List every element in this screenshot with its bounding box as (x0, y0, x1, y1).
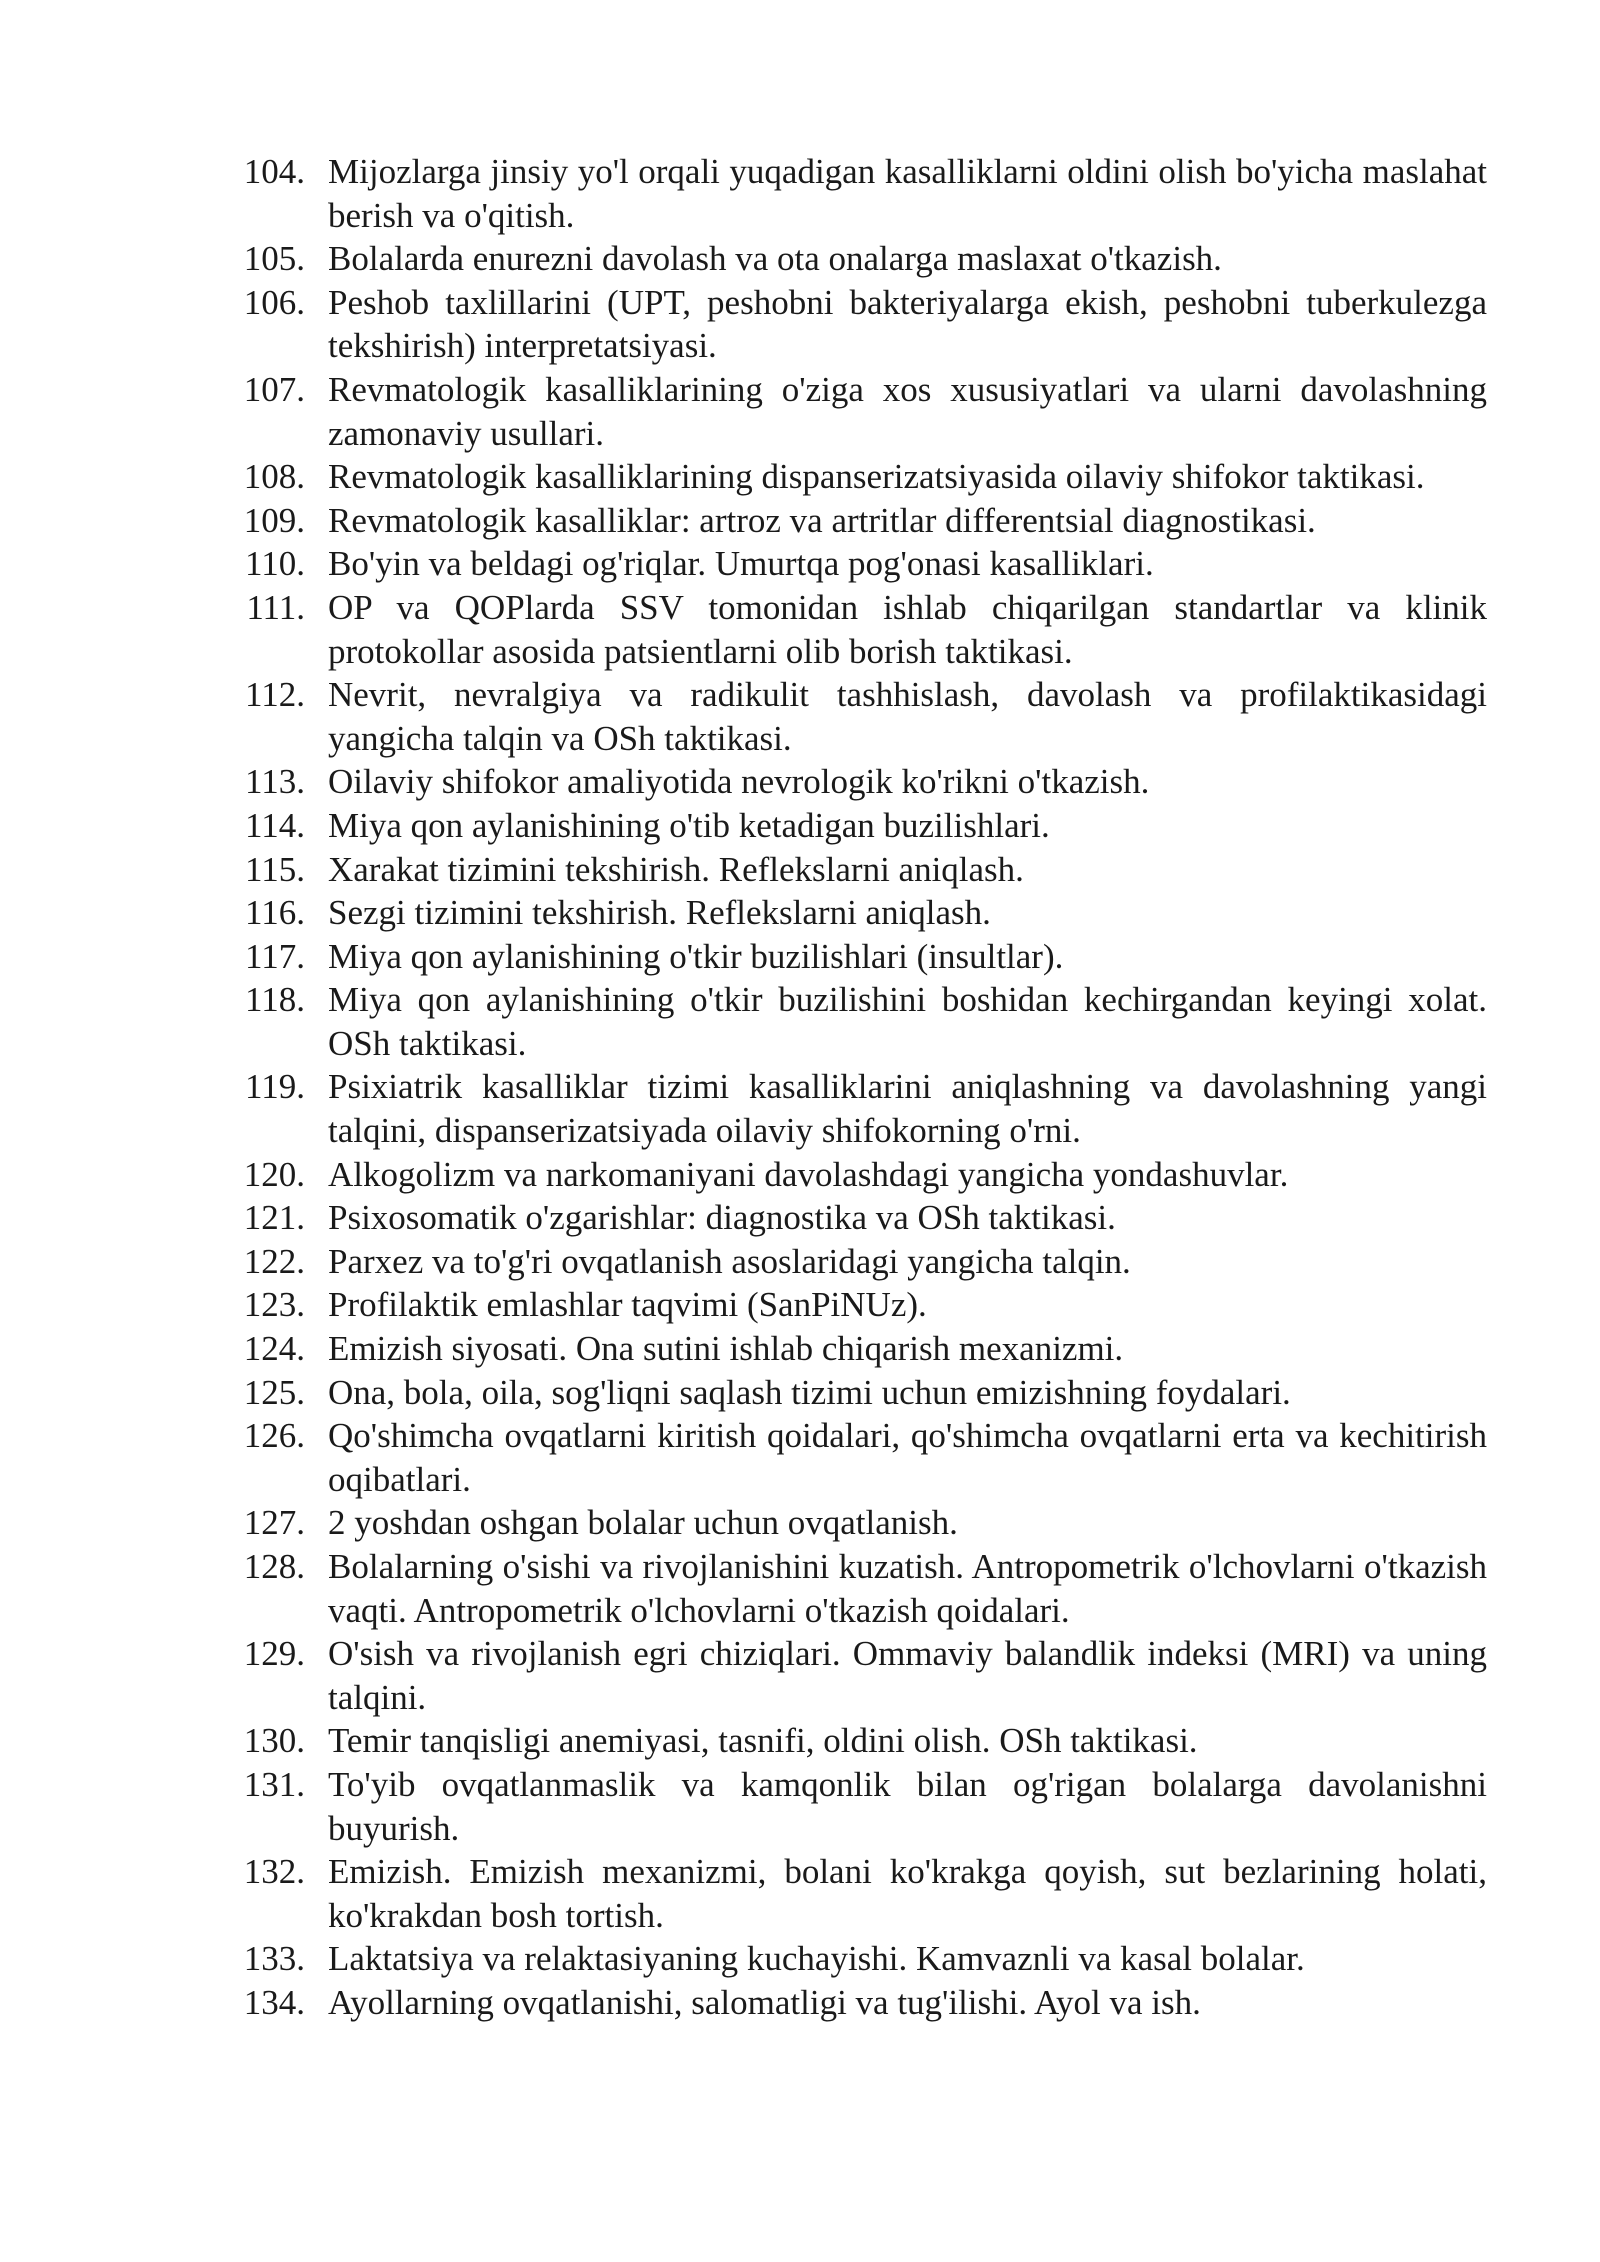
item-text: Xarakat tizimini tekshirish. Reflekslarni aniqlash. (328, 849, 1024, 889)
list-item (225, 891, 1487, 935)
numbered-question-list (225, 150, 1487, 2025)
item-text: Oilaviy shifokor amaliyotida nevrologik ko'rikni o'tkazish. (328, 762, 1150, 802)
item-text: Sezgi tizimini tekshirish. Reflekslarni aniqlash. (328, 893, 991, 933)
item-text: Peshob taxlillarini (UPT, peshobni bakteriyalarga ekish, peshobni tuberkulezga tekshirish) interpretatsiyasi. (328, 282, 1487, 366)
list-item (225, 1545, 1487, 1632)
item-text: Qo'shimcha ovqatlarni kiritish qoidalari, qo'shimcha ovqatlarni erta va kechitirish oqibatlari. (328, 1416, 1487, 1499)
item-number: 111. (246, 587, 305, 627)
item-text: Bo'yin va beldagi og'riqlar. Umurtqa pog'onasi kasalliklari. (328, 544, 1154, 584)
list-item (225, 935, 1487, 979)
item-text: Bolalarning o'sishi va rivojlanishini kuzatish. Antropometrik o'lchovlarni o'tkazish vaqti. Antropometrik o'lchovlarni o'tkazish qoidalari. (328, 1547, 1487, 1630)
list-item (225, 542, 1487, 586)
list-item (225, 804, 1487, 848)
item-text: Psixosomatik o'zgarishlar: diagnostika va OSh taktikasi. (328, 1198, 1116, 1238)
item-text: Profilaktik emlashlar taqvimi (SanPiNUz). (328, 1285, 927, 1325)
item-number: 106. (243, 282, 305, 322)
item-number: 121. (243, 1198, 305, 1238)
list-item (225, 1632, 1487, 1719)
item-number: 128. (243, 1547, 305, 1586)
item-text: To'yib ovqatlanmaslik va kamqonlik bilan og'rigan bolalarga davolanishni buyurish. (328, 1764, 1487, 1848)
list-item (225, 1153, 1487, 1197)
list-item (225, 1719, 1487, 1763)
item-number: 119. (245, 1067, 305, 1107)
list-item (225, 1414, 1487, 1501)
item-text: Psixiatrik kasalliklar tizimi kasalliklarini aniqlashning va davolashning yangi talqini, dispanserizatsiyada oilaviy shifokorning o'rni. (328, 1067, 1487, 1151)
list-item (225, 978, 1487, 1065)
list-item (225, 586, 1487, 673)
item-text: Miya qon aylanishining o'tkir buzilishini boshidan kechirgandan keyingi xolat. OSh taktikasi. (328, 980, 1487, 1063)
item-number: 105. (243, 239, 305, 279)
list-item (225, 1196, 1487, 1240)
item-text: Alkogolizm va narkomaniyani davolashdagi yangicha yondashuvlar. (328, 1154, 1289, 1194)
item-number: 114. (245, 805, 305, 845)
item-text: Revmatologik kasalliklarining o'ziga xos xususiyatlari va ularni davolashning zamonaviy usullari. (328, 369, 1487, 453)
item-number: 115. (245, 849, 305, 889)
item-number: 130. (243, 1721, 305, 1761)
list-item (225, 1065, 1487, 1152)
list-item (225, 150, 1487, 237)
list-item (225, 1763, 1487, 1850)
list-item (225, 499, 1487, 543)
item-number: 112. (245, 675, 305, 715)
list-item (225, 281, 1487, 368)
list-item (225, 368, 1487, 455)
list-item (225, 1937, 1487, 1981)
item-number: 109. (243, 500, 305, 540)
item-number: 129. (243, 1634, 305, 1674)
item-text: Ayollarning ovqatlanishi, salomatligi va tug'ilishi. Ayol va ish. (328, 1982, 1201, 2022)
list-item (225, 1283, 1487, 1327)
list-item (225, 1850, 1487, 1937)
item-number: 131. (243, 1764, 305, 1804)
item-number: 123. (243, 1285, 305, 1325)
item-number: 124. (243, 1329, 305, 1369)
item-number: 110. (245, 544, 305, 584)
item-number: 117. (245, 936, 305, 976)
item-text: Emizish siyosati. Ona sutini ishlab chiqarish mexanizmi. (328, 1329, 1124, 1369)
item-number: 113. (245, 762, 305, 802)
item-number: 107. (243, 369, 305, 409)
item-text: Miya qon aylanishining o'tkir buzilishlari (insultlar). (328, 936, 1064, 976)
item-number: 127. (243, 1503, 305, 1543)
item-number: 120. (243, 1154, 305, 1194)
list-item (225, 673, 1487, 760)
item-number: 122. (243, 1241, 305, 1281)
item-number: 108. (243, 457, 305, 497)
item-text: Mijozlarga jinsiy yo'l orqali yuqadigan kasalliklarni oldini olish bo'yicha maslahat berish va o'qitish. (328, 152, 1487, 235)
list-item (225, 1501, 1487, 1545)
item-text: OP va QOPlarda SSV tomonidan ishlab chiqarilgan standartlar va klinik protokollar asosida patsientlarni olib borish taktikasi. (328, 587, 1487, 671)
item-text: 2 yoshdan oshgan bolalar uchun ovqatlanish. (328, 1503, 958, 1543)
list-item (225, 760, 1487, 804)
item-text: Laktatsiya va relaktasiyaning kuchayishi. Kamvaznli va kasal bolalar. (328, 1939, 1305, 1979)
item-text: Emizish. Emizish mexanizmi, bolani ko'krakga qoyish, sut bezlarining holati, ko'krakdan bosh tortish. (328, 1852, 1487, 1935)
list-item (225, 455, 1487, 499)
list-item (225, 1981, 1487, 2025)
item-number: 134. (243, 1982, 305, 2022)
item-text: Bolalarda enurezni davolash va ota onalarga maslaxat o'tkazish. (328, 239, 1222, 279)
list-item (225, 1371, 1487, 1415)
item-text: O'sish va rivojlanish egri chiziqlari. Ommaviy balandlik indeksi (MRI) va uning talqini. (328, 1634, 1487, 1717)
item-text: Miya qon aylanishining o'tib ketadigan buzilishlari. (328, 805, 1050, 845)
list-item (225, 848, 1487, 892)
list-item (225, 1327, 1487, 1371)
item-number: 125. (243, 1372, 305, 1412)
item-number: 104. (243, 152, 305, 191)
list-item (225, 1240, 1487, 1284)
item-number: 126. (243, 1416, 305, 1456)
item-text: Nevrit, nevralgiya va radikulit tashhislash, davolash va profilaktikasidagi yangicha talqin va OSh taktikasi. (328, 675, 1487, 758)
item-number: 118. (245, 980, 305, 1020)
item-text: Revmatologik kasalliklarining dispanserizatsiyasida oilaviy shifokor taktikasi. (328, 457, 1425, 497)
item-text: Ona, bola, oila, sog'liqni saqlash tizimi uchun emizishning foydalari. (328, 1372, 1291, 1412)
item-number: 116. (245, 893, 305, 933)
item-number: 132. (243, 1852, 305, 1892)
item-number: 133. (243, 1939, 305, 1979)
list-item (225, 237, 1487, 281)
item-text: Parxez va to'g'ri ovqatlanish asoslaridagi yangicha talqin. (328, 1241, 1131, 1281)
item-text: Revmatologik kasalliklar: artroz va artritlar differentsial diagnostikasi. (328, 500, 1316, 540)
item-text: Temir tanqisligi anemiyasi, tasnifi, oldini olish. OSh taktikasi. (328, 1721, 1198, 1761)
